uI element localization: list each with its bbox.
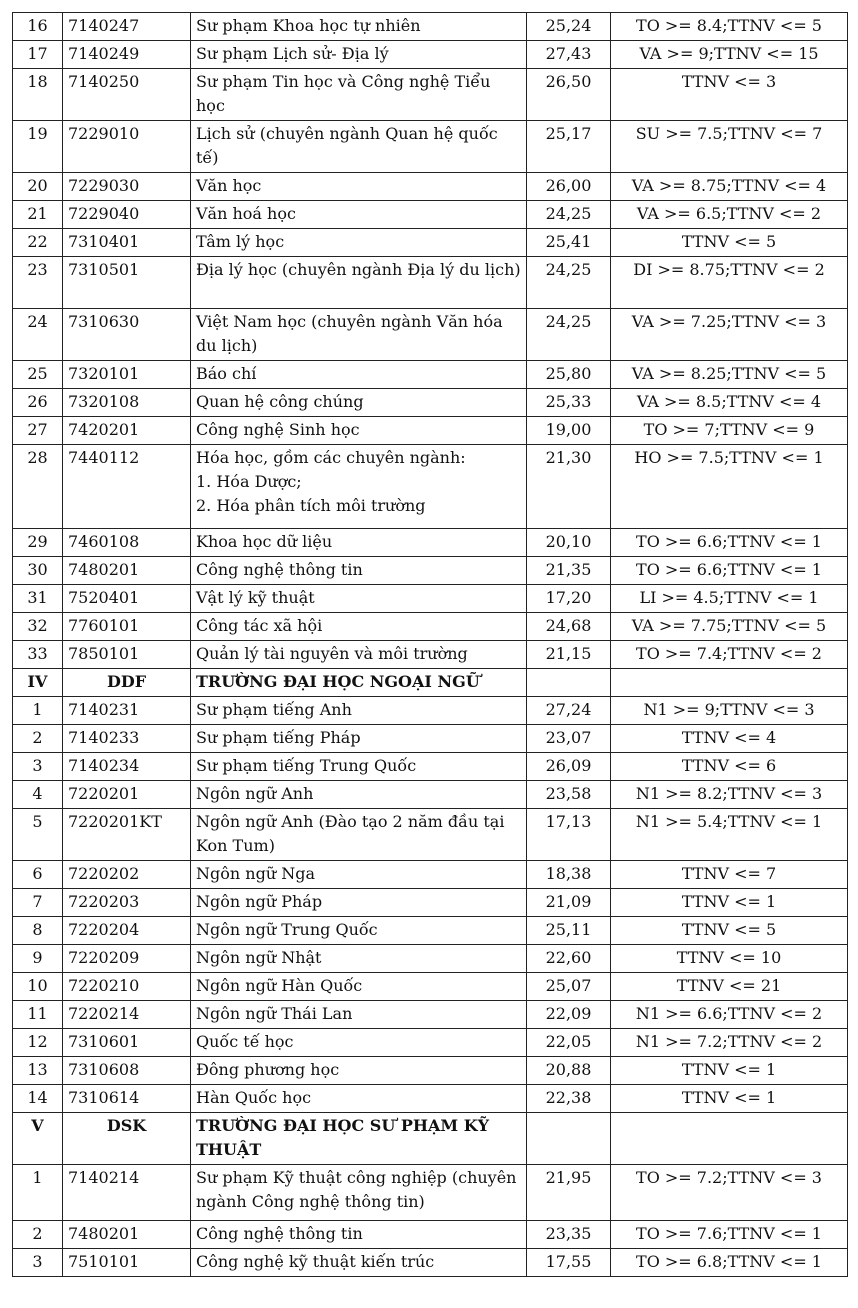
cutoff-score-cell: 26,09 bbox=[527, 753, 611, 781]
program-name-line: 1. Hóa Dược; bbox=[196, 472, 302, 491]
cutoff-score-cell: 20,10 bbox=[527, 529, 611, 557]
program-code-cell: 7220201KT bbox=[63, 809, 191, 861]
program-name-cell: TRƯỜNG ĐẠI HỌC SƯ PHẠM KỸ THUẬT bbox=[191, 1113, 527, 1165]
table-row bbox=[13, 1085, 848, 1113]
tiebreak-condition-cell: DI >= 8.75;TTNV <= 2 bbox=[611, 257, 848, 309]
cutoff-score-cell: 23,35 bbox=[527, 1221, 611, 1249]
cutoff-score-cell: 17,55 bbox=[527, 1249, 611, 1277]
program-name-cell: Công nghệ thông tin bbox=[191, 1221, 527, 1249]
program-code-cell: 7460108 bbox=[63, 529, 191, 557]
program-name-line: 2. Hóa phân tích môi trường bbox=[196, 496, 426, 515]
row-number-cell: 1 bbox=[13, 1165, 63, 1221]
program-code-cell: 7310401 bbox=[63, 229, 191, 257]
program-code-cell: 7480201 bbox=[63, 557, 191, 585]
tiebreak-condition-cell: TO >= 6.6;TTNV <= 1 bbox=[611, 529, 848, 557]
row-number-cell: 2 bbox=[13, 1221, 63, 1249]
row-number-cell: 23 bbox=[13, 257, 63, 309]
tiebreak-condition-cell: LI >= 4.5;TTNV <= 1 bbox=[611, 585, 848, 613]
table-row bbox=[13, 781, 848, 809]
table-row bbox=[13, 557, 848, 585]
tiebreak-condition-cell: TO >= 7;TTNV <= 9 bbox=[611, 417, 848, 445]
row-number-cell: 19 bbox=[13, 121, 63, 173]
program-name-cell: TRƯỜNG ĐẠI HỌC NGOẠI NGỮ bbox=[191, 669, 527, 697]
table-row bbox=[13, 1249, 848, 1277]
table-body bbox=[13, 13, 848, 1277]
row-number-cell: 17 bbox=[13, 41, 63, 69]
program-name-cell: Ngôn ngữ Trung Quốc bbox=[191, 917, 527, 945]
tiebreak-condition-cell: TTNV <= 10 bbox=[611, 945, 848, 973]
program-code-cell: 7320101 bbox=[63, 361, 191, 389]
program-code-cell: 7760101 bbox=[63, 613, 191, 641]
cutoff-score-cell: 21,95 bbox=[527, 1165, 611, 1221]
program-code-cell: 7140249 bbox=[63, 41, 191, 69]
program-name-cell: Khoa học dữ liệu bbox=[191, 529, 527, 557]
program-name-cell: Vật lý kỹ thuật bbox=[191, 585, 527, 613]
table-row bbox=[13, 809, 848, 861]
table-row bbox=[13, 889, 848, 917]
program-name-cell: Quản lý tài nguyên và môi trường bbox=[191, 641, 527, 669]
program-code-cell: 7310614 bbox=[63, 1085, 191, 1113]
table-row bbox=[13, 973, 848, 1001]
admission-score-table bbox=[12, 12, 848, 1277]
tiebreak-condition-cell: TTNV <= 5 bbox=[611, 917, 848, 945]
tiebreak-condition-cell: TO >= 7.4;TTNV <= 2 bbox=[611, 641, 848, 669]
program-name-cell: Sư phạm tiếng Pháp bbox=[191, 725, 527, 753]
program-code-cell: 7220204 bbox=[63, 917, 191, 945]
row-number-cell: 3 bbox=[13, 753, 63, 781]
row-number-cell: 32 bbox=[13, 613, 63, 641]
program-name-cell: Văn học bbox=[191, 173, 527, 201]
program-code-cell: 7229010 bbox=[63, 121, 191, 173]
cutoff-score-cell: 24,68 bbox=[527, 613, 611, 641]
program-code-cell: 7229030 bbox=[63, 173, 191, 201]
program-code-cell: 7140250 bbox=[63, 69, 191, 121]
program-name-cell: Hàn Quốc học bbox=[191, 1085, 527, 1113]
program-code-cell: 7220210 bbox=[63, 973, 191, 1001]
program-name-cell: Công nghệ thông tin bbox=[191, 557, 527, 585]
row-number-cell: 29 bbox=[13, 529, 63, 557]
program-code-cell: 7220214 bbox=[63, 1001, 191, 1029]
program-name-cell: Ngôn ngữ Pháp bbox=[191, 889, 527, 917]
cutoff-score-cell: 25,24 bbox=[527, 13, 611, 41]
row-number-cell: 5 bbox=[13, 809, 63, 861]
row-number-cell: 21 bbox=[13, 201, 63, 229]
program-code-cell: 7220202 bbox=[63, 861, 191, 889]
table-row bbox=[13, 121, 848, 173]
program-code-cell: 7140247 bbox=[63, 13, 191, 41]
program-code-cell: 7310608 bbox=[63, 1057, 191, 1085]
tiebreak-condition-cell: TTNV <= 7 bbox=[611, 861, 848, 889]
cutoff-score-cell: 21,30 bbox=[527, 445, 611, 529]
program-name-cell: Sư phạm tiếng Trung Quốc bbox=[191, 753, 527, 781]
tiebreak-condition-cell: TO >= 7.6;TTNV <= 1 bbox=[611, 1221, 848, 1249]
program-code-cell: 7520401 bbox=[63, 585, 191, 613]
program-name-cell: Sư phạm Khoa học tự nhiên bbox=[191, 13, 527, 41]
cutoff-score-cell: 22,60 bbox=[527, 945, 611, 973]
row-number-cell: 16 bbox=[13, 13, 63, 41]
row-number-cell: 25 bbox=[13, 361, 63, 389]
program-name-cell: Công nghệ kỹ thuật kiến trúc bbox=[191, 1249, 527, 1277]
tiebreak-condition-cell: VA >= 8.25;TTNV <= 5 bbox=[611, 361, 848, 389]
program-code-cell: 7229040 bbox=[63, 201, 191, 229]
table-row bbox=[13, 69, 848, 121]
cutoff-score-cell: 22,38 bbox=[527, 1085, 611, 1113]
tiebreak-condition-cell: TTNV <= 3 bbox=[611, 69, 848, 121]
tiebreak-condition-cell: TTNV <= 21 bbox=[611, 973, 848, 1001]
program-code-cell: 7310601 bbox=[63, 1029, 191, 1057]
row-number-cell: 7 bbox=[13, 889, 63, 917]
program-name-cell: Ngôn ngữ Nhật bbox=[191, 945, 527, 973]
table-row bbox=[13, 697, 848, 725]
table-row bbox=[13, 725, 848, 753]
program-name-cell: Văn hoá học bbox=[191, 201, 527, 229]
cutoff-score-cell: 18,38 bbox=[527, 861, 611, 889]
program-name-cell: Báo chí bbox=[191, 361, 527, 389]
row-number-cell: 28 bbox=[13, 445, 63, 529]
table-row bbox=[13, 1001, 848, 1029]
program-code-cell: 7310630 bbox=[63, 309, 191, 361]
table-row bbox=[13, 361, 848, 389]
row-number-cell: 31 bbox=[13, 585, 63, 613]
section-row bbox=[13, 1113, 848, 1165]
cutoff-score-cell: 21,15 bbox=[527, 641, 611, 669]
table-row bbox=[13, 861, 848, 889]
tiebreak-condition-cell: TTNV <= 1 bbox=[611, 1057, 848, 1085]
program-code-cell: 7140234 bbox=[63, 753, 191, 781]
program-name-cell: Đông phương học bbox=[191, 1057, 527, 1085]
tiebreak-condition-cell: TO >= 8.4;TTNV <= 5 bbox=[611, 13, 848, 41]
table-row bbox=[13, 641, 848, 669]
program-code-cell: 7220209 bbox=[63, 945, 191, 973]
program-name-cell: Ngôn ngữ Nga bbox=[191, 861, 527, 889]
table-row bbox=[13, 417, 848, 445]
cutoff-score-cell: 26,50 bbox=[527, 69, 611, 121]
row-number-cell: 2 bbox=[13, 725, 63, 753]
program-name-cell: Sư phạm Kỹ thuật công nghiệp (chuyên ngành Công nghệ thông tin) bbox=[191, 1165, 527, 1221]
tiebreak-condition-cell: VA >= 6.5;TTNV <= 2 bbox=[611, 201, 848, 229]
tiebreak-condition-cell bbox=[611, 669, 848, 697]
table-row bbox=[13, 529, 848, 557]
tiebreak-condition-cell: N1 >= 8.2;TTNV <= 3 bbox=[611, 781, 848, 809]
tiebreak-condition-cell: TTNV <= 1 bbox=[611, 1085, 848, 1113]
table-row bbox=[13, 585, 848, 613]
tiebreak-condition-cell: TTNV <= 6 bbox=[611, 753, 848, 781]
row-number-cell: IV bbox=[13, 669, 63, 697]
program-code-cell: 7310501 bbox=[63, 257, 191, 309]
row-number-cell: 4 bbox=[13, 781, 63, 809]
row-number-cell: V bbox=[13, 1113, 63, 1165]
tiebreak-condition-cell: SU >= 7.5;TTNV <= 7 bbox=[611, 121, 848, 173]
program-code-cell: 7440112 bbox=[63, 445, 191, 529]
program-code-cell: DDF bbox=[63, 669, 191, 697]
row-number-cell: 8 bbox=[13, 917, 63, 945]
cutoff-score-cell: 22,09 bbox=[527, 1001, 611, 1029]
program-code-cell: 7220203 bbox=[63, 889, 191, 917]
row-number-cell: 14 bbox=[13, 1085, 63, 1113]
table-row bbox=[13, 445, 848, 529]
program-name-line: Hóa học, gồm các chuyên ngành: bbox=[196, 448, 466, 467]
program-name-cell: Sư phạm tiếng Anh bbox=[191, 697, 527, 725]
table-row bbox=[13, 1221, 848, 1249]
row-number-cell: 20 bbox=[13, 173, 63, 201]
cutoff-score-cell: 21,09 bbox=[527, 889, 611, 917]
cutoff-score-cell: 22,05 bbox=[527, 1029, 611, 1057]
program-name-cell: Quan hệ công chúng bbox=[191, 389, 527, 417]
program-name-cell: Lịch sử (chuyên ngành Quan hệ quốc tế) bbox=[191, 121, 527, 173]
tiebreak-condition-cell bbox=[611, 1113, 848, 1165]
table-row bbox=[13, 201, 848, 229]
program-name-cell: Ngôn ngữ Hàn Quốc bbox=[191, 973, 527, 1001]
row-number-cell: 3 bbox=[13, 1249, 63, 1277]
row-number-cell: 24 bbox=[13, 309, 63, 361]
row-number-cell: 33 bbox=[13, 641, 63, 669]
program-name-cell: Việt Nam học (chuyên ngành Văn hóa du lịch) bbox=[191, 309, 527, 361]
tiebreak-condition-cell: N1 >= 5.4;TTNV <= 1 bbox=[611, 809, 848, 861]
program-code-cell: 7320108 bbox=[63, 389, 191, 417]
program-code-cell: 7850101 bbox=[63, 641, 191, 669]
program-code-cell: 7480201 bbox=[63, 1221, 191, 1249]
tiebreak-condition-cell: VA >= 8.75;TTNV <= 4 bbox=[611, 173, 848, 201]
program-code-cell: 7420201 bbox=[63, 417, 191, 445]
table-row bbox=[13, 1029, 848, 1057]
tiebreak-condition-cell: TO >= 6.6;TTNV <= 1 bbox=[611, 557, 848, 585]
table-row bbox=[13, 173, 848, 201]
table-row bbox=[13, 917, 848, 945]
cutoff-score-cell: 23,07 bbox=[527, 725, 611, 753]
cutoff-score-cell: 25,41 bbox=[527, 229, 611, 257]
cutoff-score-cell bbox=[527, 669, 611, 697]
program-name-cell: Ngôn ngữ Thái Lan bbox=[191, 1001, 527, 1029]
cutoff-score-cell: 27,24 bbox=[527, 697, 611, 725]
cutoff-score-cell: 19,00 bbox=[527, 417, 611, 445]
cutoff-score-cell: 21,35 bbox=[527, 557, 611, 585]
cutoff-score-cell: 27,43 bbox=[527, 41, 611, 69]
cutoff-score-cell: 25,07 bbox=[527, 973, 611, 1001]
tiebreak-condition-cell: TTNV <= 4 bbox=[611, 725, 848, 753]
program-name-cell: Công nghệ Sinh học bbox=[191, 417, 527, 445]
row-number-cell: 27 bbox=[13, 417, 63, 445]
cutoff-score-cell: 24,25 bbox=[527, 201, 611, 229]
cutoff-score-cell: 25,33 bbox=[527, 389, 611, 417]
table-row bbox=[13, 309, 848, 361]
tiebreak-condition-cell: TTNV <= 5 bbox=[611, 229, 848, 257]
cutoff-score-cell: 23,58 bbox=[527, 781, 611, 809]
tiebreak-condition-cell: TO >= 7.2;TTNV <= 3 bbox=[611, 1165, 848, 1221]
tiebreak-condition-cell: TO >= 6.8;TTNV <= 1 bbox=[611, 1249, 848, 1277]
program-name-cell: Địa lý học (chuyên ngành Địa lý du lịch) bbox=[191, 257, 527, 309]
program-name-cell: Tâm lý học bbox=[191, 229, 527, 257]
program-name-cell: Ngôn ngữ Anh bbox=[191, 781, 527, 809]
program-code-cell: 7220201 bbox=[63, 781, 191, 809]
table-row bbox=[13, 1165, 848, 1221]
tiebreak-condition-cell: TTNV <= 1 bbox=[611, 889, 848, 917]
program-code-cell: 7140231 bbox=[63, 697, 191, 725]
cutoff-score-cell: 20,88 bbox=[527, 1057, 611, 1085]
row-number-cell: 26 bbox=[13, 389, 63, 417]
row-number-cell: 18 bbox=[13, 69, 63, 121]
program-code-cell: DSK bbox=[63, 1113, 191, 1165]
tiebreak-condition-cell: VA >= 9;TTNV <= 15 bbox=[611, 41, 848, 69]
row-number-cell: 10 bbox=[13, 973, 63, 1001]
program-name-cell: Ngôn ngữ Anh (Đào tạo 2 năm đầu tại Kon Tum) bbox=[191, 809, 527, 861]
tiebreak-condition-cell: VA >= 7.75;TTNV <= 5 bbox=[611, 613, 848, 641]
program-code-cell: 7140233 bbox=[63, 725, 191, 753]
program-name-cell: Sư phạm Tin học và Công nghệ Tiểu học bbox=[191, 69, 527, 121]
row-number-cell: 6 bbox=[13, 861, 63, 889]
row-number-cell: 9 bbox=[13, 945, 63, 973]
table-row bbox=[13, 753, 848, 781]
cutoff-score-cell: 24,25 bbox=[527, 309, 611, 361]
table-row bbox=[13, 229, 848, 257]
table-row bbox=[13, 945, 848, 973]
table-row bbox=[13, 41, 848, 69]
section-row bbox=[13, 669, 848, 697]
row-number-cell: 12 bbox=[13, 1029, 63, 1057]
tiebreak-condition-cell: N1 >= 7.2;TTNV <= 2 bbox=[611, 1029, 848, 1057]
table-row bbox=[13, 257, 848, 309]
table-row bbox=[13, 389, 848, 417]
table-row bbox=[13, 13, 848, 41]
program-name-cell bbox=[191, 445, 527, 529]
program-code-cell: 7140214 bbox=[63, 1165, 191, 1221]
table-row bbox=[13, 613, 848, 641]
program-code-cell: 7510101 bbox=[63, 1249, 191, 1277]
cutoff-score-cell bbox=[527, 1113, 611, 1165]
cutoff-score-cell: 17,13 bbox=[527, 809, 611, 861]
cutoff-score-cell: 25,80 bbox=[527, 361, 611, 389]
row-number-cell: 22 bbox=[13, 229, 63, 257]
program-name-cell: Sư phạm Lịch sử- Địa lý bbox=[191, 41, 527, 69]
row-number-cell: 30 bbox=[13, 557, 63, 585]
table-row bbox=[13, 1057, 848, 1085]
cutoff-score-cell: 17,20 bbox=[527, 585, 611, 613]
cutoff-score-cell: 24,25 bbox=[527, 257, 611, 309]
tiebreak-condition-cell: N1 >= 6.6;TTNV <= 2 bbox=[611, 1001, 848, 1029]
cutoff-score-cell: 26,00 bbox=[527, 173, 611, 201]
tiebreak-condition-cell: VA >= 7.25;TTNV <= 3 bbox=[611, 309, 848, 361]
program-name-cell: Công tác xã hội bbox=[191, 613, 527, 641]
tiebreak-condition-cell: N1 >= 9;TTNV <= 3 bbox=[611, 697, 848, 725]
cutoff-score-cell: 25,11 bbox=[527, 917, 611, 945]
program-name-cell: Quốc tế học bbox=[191, 1029, 527, 1057]
row-number-cell: 13 bbox=[13, 1057, 63, 1085]
cutoff-score-cell: 25,17 bbox=[527, 121, 611, 173]
row-number-cell: 11 bbox=[13, 1001, 63, 1029]
row-number-cell: 1 bbox=[13, 697, 63, 725]
tiebreak-condition-cell: VA >= 8.5;TTNV <= 4 bbox=[611, 389, 848, 417]
tiebreak-condition-cell: HO >= 7.5;TTNV <= 1 bbox=[611, 445, 848, 529]
